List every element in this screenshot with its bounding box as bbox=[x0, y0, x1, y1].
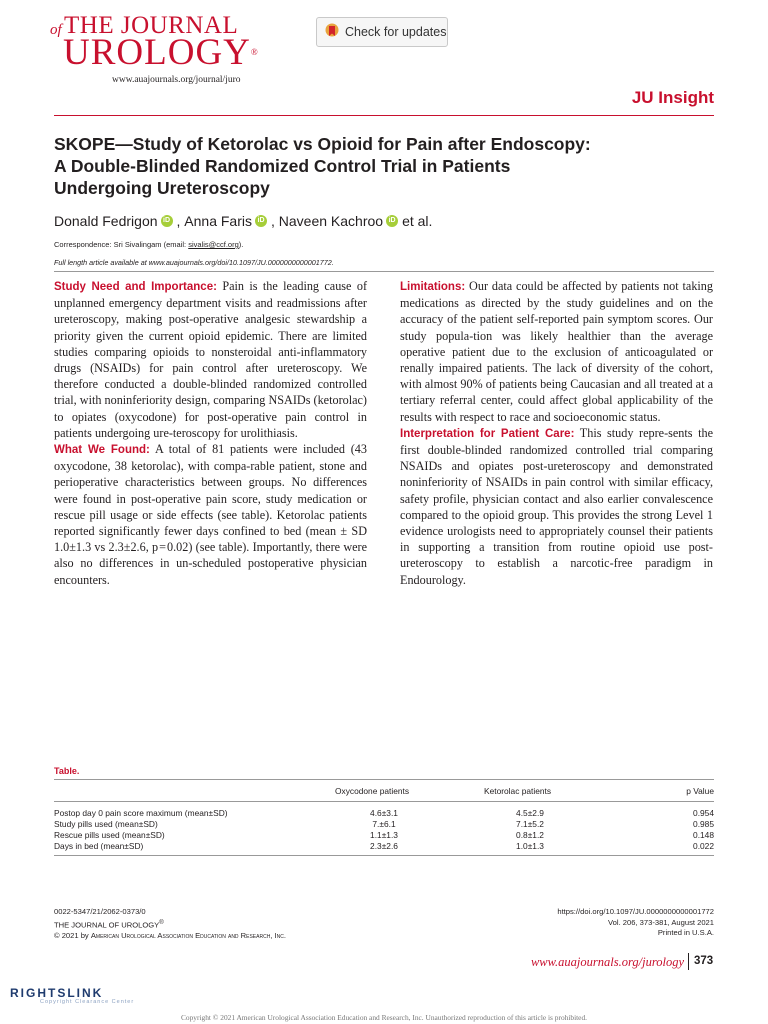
table-cell-pvalue: 0.148 bbox=[693, 830, 714, 840]
footer-printed: Printed in U.S.A. bbox=[657, 928, 714, 937]
study-need-text: Pain is the leading cause of unplanned emergency department visits and readmissions after ureteroscopy, making post-operative analgesic stewardship a priority given the current opioid epidemic. There are limited studies comparing opioids to nonsteroidal anti-inflammatory drugs (NSAIDs) for pain control after ureteroscopy. We therefore conducted a double-blinded randomized controlled trial, with noninferiority design, comparing NSAIDs (ketorolac) to opiates (oxycodone) for post-operative pain control in patients undergoing ure-teroscopy for urolithiasis. bbox=[54, 279, 367, 440]
table-cell-oxycodone: 2.3±2.6 bbox=[370, 841, 398, 851]
check-for-updates-label: Check for updates bbox=[345, 25, 447, 39]
table-rule bbox=[54, 779, 714, 780]
rightslink-subtitle: Copyright Clearance Center bbox=[40, 999, 135, 1005]
check-for-updates-button[interactable] bbox=[316, 17, 448, 47]
logo-of-text: of bbox=[50, 22, 62, 38]
orcid-icon[interactable]: iD bbox=[386, 215, 398, 227]
what-we-found-paragraph bbox=[54, 441, 367, 588]
table-label: Table. bbox=[54, 766, 80, 776]
limitations-text: Our data could be affected by patients not taking medications as directed by the study guidelines and on the accuracy of the patient self-reported pain symptom scores. Our study popula-tion was likely healthier than the average operative patient due to the exclusion of anticoagulated or renally impaired patients. The lack of diversity of the cohort, with almost 90% of patients being Caucasian and all treated at a tertiary referral center, could affect global applicability of the results with respect to race and socioeconomic status. bbox=[400, 279, 713, 424]
authors-suffix: et al. bbox=[402, 213, 433, 229]
table-cell-pvalue: 0.985 bbox=[693, 819, 714, 829]
table-rule bbox=[54, 855, 714, 856]
correspondence-email[interactable]: sivalis@ccf.org bbox=[188, 240, 239, 249]
table-cell-oxycodone: 4.6±3.1 bbox=[370, 808, 398, 818]
limitations-paragraph bbox=[400, 278, 713, 425]
footer-journal-url[interactable]: www.auajournals.org/jurology bbox=[530, 955, 684, 969]
footer-publication-info bbox=[54, 907, 286, 941]
article-title bbox=[54, 133, 694, 199]
table-rule bbox=[54, 801, 714, 802]
rightslink-logo[interactable]: RIGHTSLINK bbox=[10, 986, 104, 1000]
author-name[interactable]: Anna Faris bbox=[184, 213, 252, 229]
logo-urology-text: UROLOGY® bbox=[63, 32, 259, 73]
table-cell-label: Postop day 0 pain score maximum (mean±SD) bbox=[54, 808, 228, 818]
table-cell-oxycodone: 7.±6.1 bbox=[372, 819, 396, 829]
table-header-oxycodone: Oxycodone patients bbox=[335, 786, 410, 796]
header-divider bbox=[54, 115, 714, 116]
footer-separator bbox=[688, 953, 689, 970]
orcid-icon[interactable]: iD bbox=[161, 215, 173, 227]
right-column bbox=[400, 278, 713, 588]
table-cell-label: Days in bed (mean±SD) bbox=[54, 841, 144, 851]
title-line: SKOPE—Study of Ketorolac vs Opioid for Pain after Endoscopy: bbox=[54, 134, 591, 154]
full-length-note: Full length article available at www.auajournals.org/doi/10.1097/JU.0000000000001772. bbox=[54, 258, 334, 267]
what-we-found-heading: What We Found: bbox=[54, 444, 150, 457]
interpretation-heading: Interpretation for Patient Care: bbox=[400, 427, 575, 440]
table-header-pvalue: p Value bbox=[686, 786, 714, 796]
table-header-ketorolac: Ketorolac patients bbox=[484, 786, 552, 796]
title-line: A Double-Blinded Randomized Control Trial in Patients bbox=[54, 156, 511, 176]
author-name[interactable]: Donald Fedrigon bbox=[54, 213, 158, 229]
table-cell-label: Study pills used (mean±SD) bbox=[54, 819, 158, 829]
table-row bbox=[54, 830, 714, 841]
table-cell-ketorolac: 7.1±5.2 bbox=[516, 819, 544, 829]
bookmark-icon bbox=[325, 23, 339, 41]
what-we-found-text: A total of 81 patients were included (43 oxycodone, 38 ketorolac), with compa-rable patient, stone and perioperative characteristics between groups. No differences were found in post-operative pain score, study medication or rescue pill usage or side effects (see table). Ketorolac patients reported significantly fewer days confined to bed (mean ± SD 1.0±1.3 vs 2.3±2.6, p = 0.02) (see table). Importantly, there were also no differences in un-scheduled postoperative physician encounters. bbox=[54, 442, 367, 587]
correspondence: Correspondence: Sri Sivalingam (email: sivalis@ccf.org). bbox=[54, 240, 244, 249]
author-name[interactable]: Naveen Kachroo bbox=[278, 213, 384, 229]
table-cell-label: Rescue pills used (mean±SD) bbox=[54, 830, 165, 840]
table-row bbox=[54, 808, 714, 819]
study-need-heading: Study Need and Importance: bbox=[54, 281, 217, 293]
journal-url[interactable]: www.auajournals.org/journal/juro bbox=[112, 75, 241, 85]
table-cell-pvalue: 0.022 bbox=[693, 841, 714, 851]
table-cell-ketorolac: 4.5±2.9 bbox=[516, 808, 544, 818]
table-row bbox=[54, 841, 714, 852]
footer-copyright: © 2021 by American Urological Association Education and Research, Inc. bbox=[54, 930, 286, 940]
section-label: JU Insight bbox=[631, 88, 714, 107]
table-cell-pvalue: 0.954 bbox=[693, 808, 714, 818]
footer-journal-name: THE JOURNAL OF UROLOGY® bbox=[54, 919, 164, 930]
table-row bbox=[54, 819, 714, 830]
limitations-heading: Limitations: bbox=[400, 281, 466, 293]
left-column bbox=[54, 278, 367, 588]
interpretation-text: This study repre-sents the first double-blinded randomized controlled trial comparing NSAIDs and opiates post-ureteroscopy and demonstrated noninferiority of NSAIDs in pain control with similar efficacy, safety profile, physician contact and also earlier convalescence compared to the opioid group. This provides the strong Level 1 evidence urologists need to appropriately counsel their patients in supporting a transition from routine opioid use post-ureteroscopy to establish a narcotic-free paradigm in Endourology. bbox=[400, 425, 714, 587]
study-need-paragraph bbox=[54, 278, 367, 441]
table-cell-oxycodone: 1.1±1.3 bbox=[370, 830, 398, 840]
logo-the-journal-text: THE JOURNAL bbox=[64, 12, 239, 39]
footer-volume: Vol. 206, 373-381, August 2021 bbox=[608, 917, 714, 927]
interpretation-paragraph bbox=[400, 425, 713, 588]
orcid-icon[interactable]: iD bbox=[255, 215, 267, 227]
page-number: 373 bbox=[694, 955, 714, 967]
copyright-notice: Copyright © 2021 American Urological Association Education and Research, Inc. Unauthorized reproduction of this article is prohibited. bbox=[180, 1013, 588, 1022]
issn: 0022-5347/21/2062-0373/0 bbox=[54, 907, 146, 916]
footer-doi[interactable]: https://doi.org/10.1097/JU.0000000000001772 bbox=[557, 907, 714, 916]
author-list: Donald Fedrigon iD , Anna Faris iD , Naveen Kachroo iD et al. bbox=[54, 213, 433, 229]
title-line: Undergoing Ureteroscopy bbox=[54, 178, 270, 198]
title-divider bbox=[54, 271, 714, 272]
table-cell-ketorolac: 1.0±1.3 bbox=[516, 841, 544, 851]
footer-citation-info bbox=[557, 907, 714, 939]
table-cell-ketorolac: 0.8±1.2 bbox=[516, 830, 544, 840]
